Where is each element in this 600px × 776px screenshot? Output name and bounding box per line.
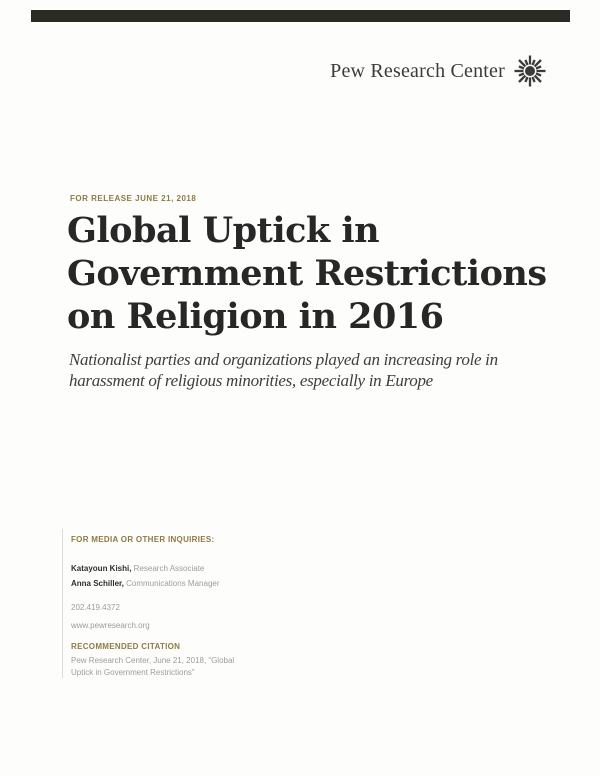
contact-people-list (71, 561, 282, 591)
contact-phone: 202.419.4372 (71, 603, 120, 612)
pew-logo-text: Pew Research Center (330, 59, 505, 82)
report-title (67, 209, 547, 338)
report-title-line-2: Government Restrictions (67, 253, 547, 294)
contact-person-role: Research Associate (131, 564, 205, 573)
top-accent-bar (31, 10, 570, 22)
report-subtitle-line-2: harassment of religious minorities, especially in Europe (69, 371, 433, 390)
recommended-citation-heading: RECOMMENDED CITATION (71, 642, 181, 651)
website-link[interactable]: www.pewresearch.org (71, 621, 150, 630)
contact-person-name: Katayoun Kishi, (71, 564, 132, 573)
media-inquiries-heading: FOR MEDIA OR OTHER INQUIRIES: (71, 535, 215, 544)
sunburst-icon (513, 54, 547, 88)
report-subtitle (69, 349, 498, 391)
citation-line-1: Pew Research Center, June 21, 2018, “Global (71, 656, 235, 665)
citation-line-2: Uptick in Government Restrictions” (71, 667, 195, 677)
citation-text (71, 655, 282, 678)
report-title-line-3: on Religion in 2016 (67, 296, 444, 337)
report-title-line-1: Global Uptick in (67, 210, 380, 251)
report-subtitle-line-1: Nationalist parties and organizations played an increasing role in (69, 350, 498, 369)
contact-person (71, 561, 282, 576)
pew-research-logo (330, 54, 547, 88)
contact-person-role: Communications Manager (123, 579, 220, 588)
contact-and-citation-block (62, 529, 282, 678)
contact-person (71, 576, 282, 591)
contact-person-name: Anna Schiller, (71, 579, 124, 588)
release-date-label: FOR RELEASE JUNE 21, 2018 (70, 194, 197, 203)
